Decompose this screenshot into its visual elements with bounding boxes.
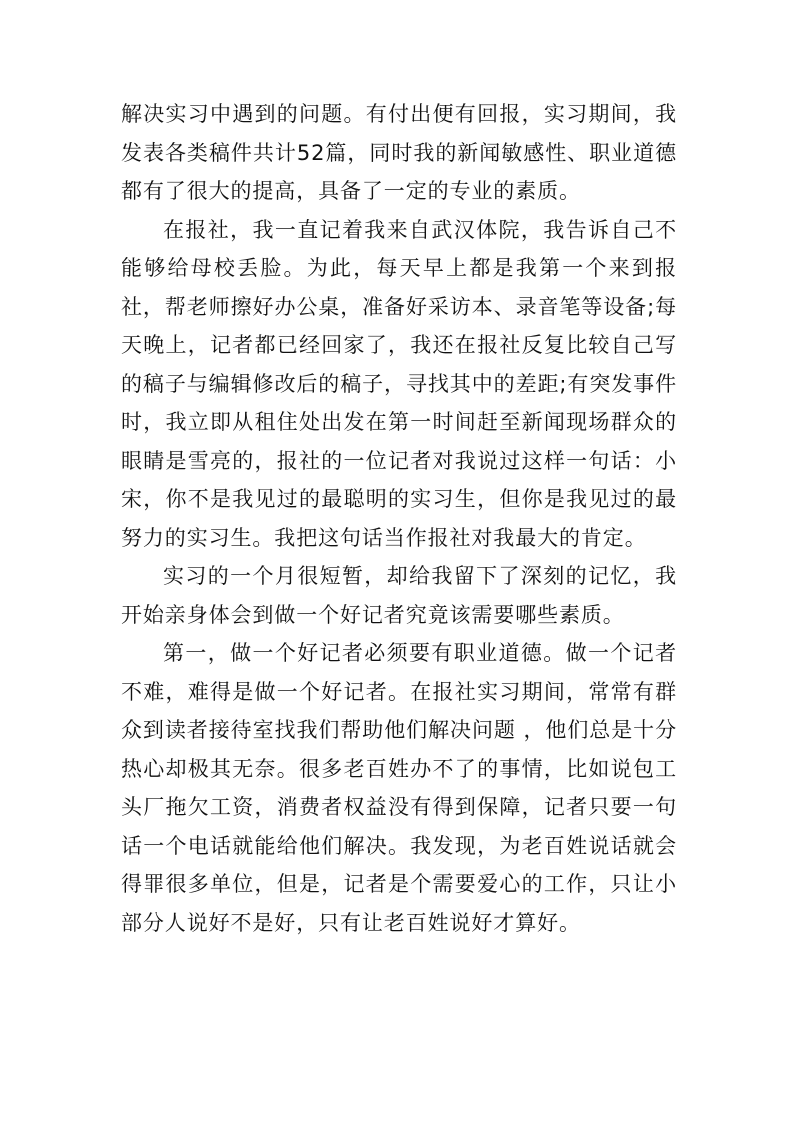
paragraph-1: 解决实习中遇到的问题。有付出便有回报，实习期间，我发表各类稿件共计52篇，同时我的新闻敏感性、职业道德都有了很大的提高，具备了一定的专业的素质。 <box>121 102 677 203</box>
paragraph-2: 在报社，我一直记着我来自武汉体院，我告诉自己不能够给母校丢脸。为此，每天早上都是我第一个来到报社，帮老师擦好办公桌，准备好采访本、录音笔等设备;每天晚上，记者都已经回家了，我还在报社反复比较自己写的稿子与编辑修改后的稿子，寻找其中的差距;有突发事件时，我立即从租住处出发在第一时间赶至新闻现场群众的眼睛是雪亮的，报社的一位记者对我说过这样一句话：小宋，你不是我见过的最聪明的实习生，但你是我见过的最努力的实习生。我把这句话当作报社对我最大的肯定。 <box>121 217 677 550</box>
document-body <box>121 95 677 942</box>
paragraph-4: 第一，做一个好记者必须要有职业道德。做一个记者不难，难得是做一个好记者。在报社实习期间，常常有群众到读者接待室找我们帮助他们解决问题 ，他们总是十分热心却极其无奈。很多老百姓办不了的事情，比如说包工头厂拖欠工资，消费者权益没有得到保障，记者只要一句话一个电话就能给他们解决。我发现，为老百姓说话就会得罪很多单位，但是，记者是个需要爱心的工作，只让小部分人说好不是好，只有让老百姓说好才算好。 <box>121 641 677 935</box>
paragraph-3: 实习的一个月很短暂，却给我留下了深刻的记忆，我开始亲身体会到做一个好记者究竟该需要哪些素质。 <box>121 564 677 627</box>
